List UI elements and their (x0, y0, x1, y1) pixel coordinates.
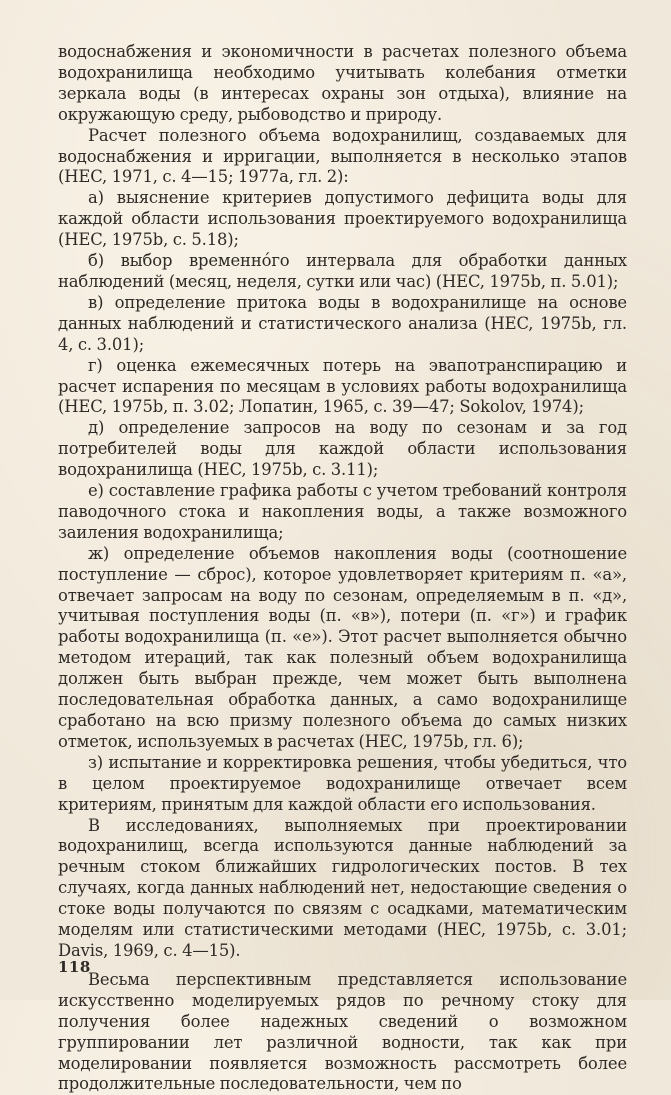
list-item-a: а) выяснение критериев допустимого дефицита воды для каждой области использования проектируемого водохранилища (HEC, 1975b, с. 5.18); (58, 188, 627, 250)
page-number: 118 (58, 958, 91, 976)
list-item-d: д) определение запросов на воду по сезонам и за год потребителей воды для каждой области использования водохранилища (HEC, 1975b, с. 3.11); (58, 418, 627, 480)
paragraph-calculation-stages: Расчет полезного объема водохранилищ, создаваемых для водоснабжения и ирригации, выполняется в несколько этапов (HEC, 1971, с. 4—15; 1977а, гл. 2): (58, 125, 627, 187)
list-item-e: е) составление графика работы с учетом требований контроля паводочного стока и накопления воды, а также возможного заиления водохранилища; (58, 481, 627, 542)
list-item-g: г) оценка ежемесячных потерь на эвапотранспирацию и расчет испарения по месяцам в условиях работы водохранилища (HEC, 1975b, п. 3.02; Лопатин, 1965, с. 39—47; Sokolov, 1974); (58, 355, 627, 417)
list-item-z: з) испытание и корректировка решения, чтобы убедиться, что в целом проектируемое водохранилище отвечает всем критериям, принятым для каждой области его использования. (58, 752, 627, 814)
paragraph-observations: В исследованиях, выполняемых при проектировании водохранилищ, всегда используются данные наблюдений за речным стоком ближайших гидрологических постов. В тех случаях, когда данных наблюдений нет, недостающие сведения о стоке воды получаются по связям с осадками, математическим моделям или статистическими методами (HEC, 1975b, с. 3.01; Davis, 1969, с. 4—15). (58, 815, 627, 960)
paragraph-modeling: Весьма перспективным представляется использование искусственно моделируемых рядов по речному стоку для получения более надежных сведений о возможном группировании лет различной водности, так как при моделировании появляется возможность рассмотреть более продолжительные последовательности, чем по (58, 969, 627, 1094)
list-item-b: б) выбор временнóго интервала для обработки данных наблюдений (месяц, неделя, сутки или час) (HEC, 1975b, п. 5.01); (58, 251, 627, 291)
paragraph-intro-continuation: водоснабжения и экономичности в расчетах полезного объема водохранилища необходимо учитывать колебания отметки зеркала воды (в интересах охраны зон отдыха), влияние на окружающую среду, рыбоводство и природу. (58, 42, 627, 124)
list-item-zh: ж) определение объемов накопления воды (соотношение поступление — сброс), которое удовлетворяет критериям п. «а», отвечает запросам на воду по сезонам, определяемым в п. «д», учитывая поступления воды (п. «в»), потери (п. «г») и график работы водохранилища (п. «е»). Этот расчет выполняется обычно методом итераций, так как полезный объем водохранилища должен быть выбран прежде, чем может быть выполнена последовательная обработка данных, а само водохранилище сработано на всю призму полезного объема до самых низких отметок, используемых в расчетах (HEC, 1975b, гл. 6); (58, 543, 627, 751)
page-text (58, 42, 627, 1095)
list-item-v: в) определение притока воды в водохранилище на основе данных наблюдений и статистического анализа (HEC, 1975b, гл. 4, с. 3.01); (58, 292, 627, 354)
